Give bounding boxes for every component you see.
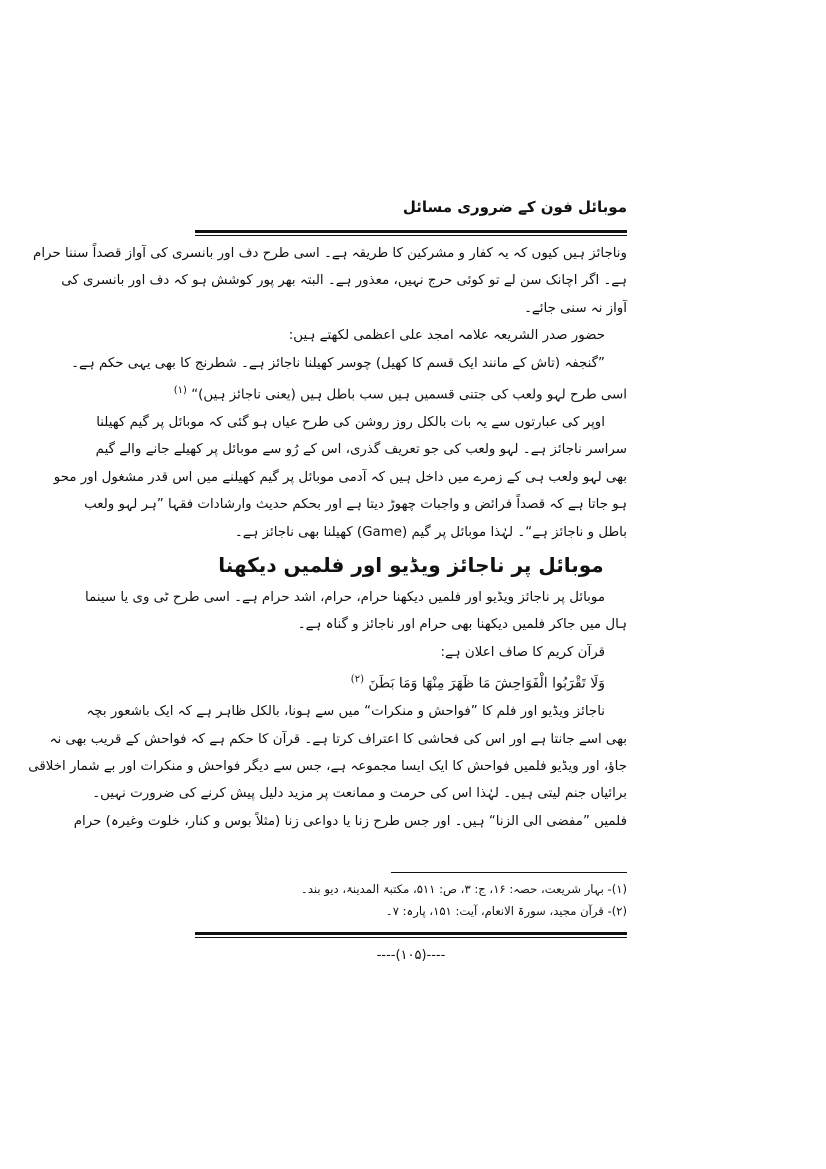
text-line: ہال میں جاکر فلمیں دیکھنا بھی حرام اور ناجائز و گناہ ہے۔ xyxy=(297,617,627,633)
quote-line: ”گنجفہ (تاش کے مانند ایک قسم کا کھیل) چوسر کھیلنا ناجائز ہے۔ شطرنج کا بھی یہی حکم ہے۔ xyxy=(71,355,605,371)
text-line: سراسر ناجائز ہے۔ لہو ولعب کی جو تعریف گذری، اس کے رُو سے موبائل پر کھیلے جانے والے گیم xyxy=(95,442,627,458)
footnote-marker: (۲) xyxy=(350,674,364,686)
paragraph-intro xyxy=(33,240,627,322)
header-rule xyxy=(195,230,627,233)
header-title: موبائل فون کے ضروری مسائل xyxy=(402,198,627,216)
text-line: موبائل پر ناجائز ویڈیو اور فلمیں دیکھنا حرام، حرام، اشد حرام ہے۔ اسی طرح ٹی وی یا سینما xyxy=(85,589,605,605)
text-line: فلمیں ”مفضی الی الزنا“ ہیں۔ اور جس طرح زنا یا دواعی زنا (مثلاً بوس و کنار، خلوت وغیرہ) حرام xyxy=(73,813,627,829)
text-line: بھی لہو ولعب ہی کے زمرے میں داخل ہیں کہ آدمی موبائل پر گیم کھیلنے میں اس قدر مشغول اور محو xyxy=(53,469,627,485)
paragraph-films xyxy=(85,584,627,639)
section-heading: موبائل پر ناجائز ویڈیو اور فلمیں دیکھنا xyxy=(218,552,604,577)
running-header xyxy=(195,196,627,230)
footnote: (۲)- قرآن مجید، سورۃ الانعام، آیت: ۱۵۱، پارہ: ۷۔ xyxy=(385,904,627,918)
quran-intro: قرآن کریم کا صاف اعلان ہے: xyxy=(440,644,605,660)
quote-line xyxy=(173,377,627,409)
footnote: (۱)- بہار شریعت، حصہ: ۱۶، ج: ۳، ص: ۵۱۱، مکتبۃ المدینۃ، دیو بند۔ xyxy=(301,882,627,896)
text-line: جاؤ، اور ویڈیو فلمیں فواحش کا ایک ایسا مجموعہ ہے، جس سے دیگر فواحش و منکرات اور بے شمار اخلاقی xyxy=(28,759,627,775)
text-line: باطل و ناجائز ہے“۔ لہٰذا موبائل پر گیم (Game) کھیلنا بھی ناجائز ہے۔ xyxy=(234,524,627,540)
quran-verse xyxy=(195,666,627,698)
text-line: آواز نہ سنی جائے۔ xyxy=(524,300,627,316)
document-page xyxy=(28,196,627,976)
header-rule-thin xyxy=(195,235,627,236)
text-line: ناجائز ویڈیو اور فلم کا ”فواحش و منکرات“ میں سے ہونا، بالکل ظاہر ہے کہ ایک باشعور بچہ xyxy=(86,704,605,720)
text-line: وناجائز ہیں کیوں کہ یہ کفار و مشرکین کا طریقہ ہے۔ اسی طرح دف اور بانسری کی آواز قصداً سننا حرام xyxy=(33,246,627,261)
quran-quote xyxy=(195,639,627,698)
footnote-marker: (۱) xyxy=(173,385,187,397)
paragraph-conclusion xyxy=(28,698,627,835)
quote-intro: حضور صدر الشریعہ علامہ امجد علی اعظمی لکھتے ہیں: xyxy=(288,328,605,344)
text-line: ہے۔ اگر اچانک سن لے تو کوئی حرج نہیں، معذور ہے۔ البتہ بھر پور کوشش ہو کہ دف اور بانسری کی xyxy=(61,273,627,289)
footnotes xyxy=(195,878,627,922)
page-number: ----(۱۰۵)---- xyxy=(376,948,446,963)
paragraph-games xyxy=(53,409,627,546)
footnote-separator xyxy=(391,872,627,873)
quotation-block xyxy=(71,322,627,409)
text-line: برائیاں جنم لیتی ہیں۔ لہٰذا اس کی حرمت و ممانعت پر مزید دلیل پیش کرنے کی ضرورت نہیں۔ xyxy=(92,786,627,802)
footer-rule xyxy=(195,932,627,938)
body-text xyxy=(28,240,627,835)
quote-text: اسی طرح لہو ولعب کی جتنی قسمیں ہیں سب باطل ہیں (یعنی ناجائز ہیں)“ xyxy=(191,387,627,403)
verse-text: وَلَا تَقْرَبُوا الْفَوَاحِشَ مَا ظَهَرَ مِنْهَا وَمَا بَطَنَ xyxy=(368,675,605,692)
text-line: ہو جاتا ہے کہ قصداً فرائض و واجبات چھوڑ دیتا ہے اور بحکم حدیث وارشادات فقہا ”ہر لہو ولعب xyxy=(84,497,627,513)
text-line: اوپر کی عبارتوں سے یہ بات بالکل روز روشن کی طرح عیاں ہو گئی کہ موبائل پر گیم کھیلنا xyxy=(96,414,605,430)
text-line: بھی اسے جانتا ہے اور اس کی فحاشی کا اعتراف کرتا ہے۔ قرآن کا حکم ہے کہ فواحش کے قریب بھی نہ xyxy=(49,731,627,747)
